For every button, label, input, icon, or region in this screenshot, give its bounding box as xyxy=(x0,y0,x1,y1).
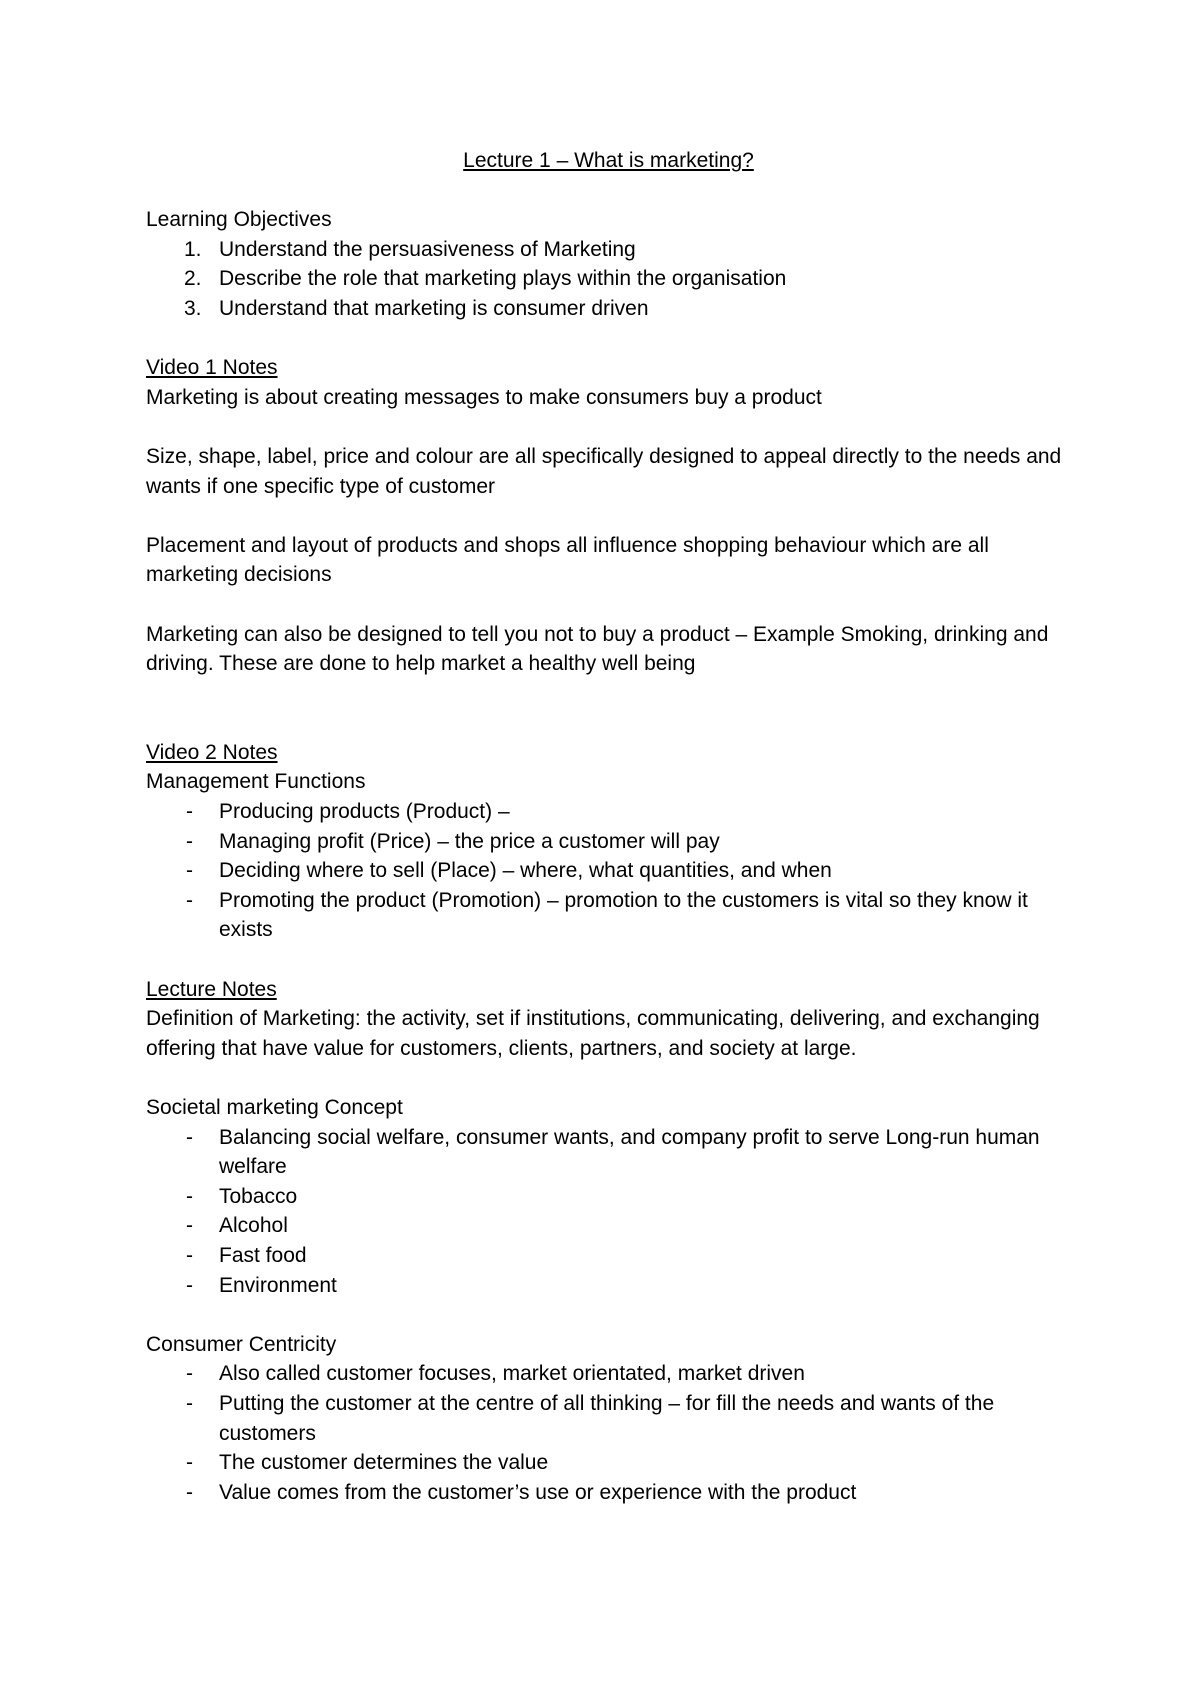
centricity-list xyxy=(146,1359,1071,1507)
list-item-text: Putting the customer at the centre of all thinking – for fill the needs and wants of the customers xyxy=(219,1391,995,1445)
list-item-text: Promoting the product (Promotion) – promotion to the customers is vital so they know it exists xyxy=(219,888,1028,942)
paragraph: Marketing is about creating messages to make consumers buy a product xyxy=(146,385,822,409)
dash-marker: - xyxy=(186,888,193,912)
dash-marker: - xyxy=(186,1184,193,1208)
dash-marker: - xyxy=(186,829,193,853)
page-title: Lecture 1 – What is marketing? xyxy=(463,149,754,172)
dash-marker: - xyxy=(186,1273,193,1297)
list-item-text: The customer determines the value xyxy=(219,1451,549,1475)
video2-heading: Video 2 Notes xyxy=(146,740,278,764)
list-item xyxy=(146,1211,1071,1241)
management-functions-list xyxy=(146,797,1071,945)
video1-heading: Video 1 Notes xyxy=(146,356,278,380)
list-item-text: Producing products (Product) – xyxy=(219,800,510,824)
paragraph: Placement and layout of products and shops all influence shopping behaviour which are all marketing decisions xyxy=(146,533,989,587)
societal-list xyxy=(146,1123,1071,1301)
list-item-text: Also called customer focuses, market orientated, market driven xyxy=(219,1362,805,1386)
list-item xyxy=(146,1241,1071,1271)
list-item xyxy=(146,1359,1071,1389)
learning-objectives-heading: Learning Objectives xyxy=(146,208,332,232)
spacer xyxy=(146,412,1071,442)
document-page xyxy=(146,146,1071,1507)
dash-marker: - xyxy=(186,859,193,883)
spacer xyxy=(146,324,1071,354)
list-item-text: Describe the role that marketing plays within the organisation xyxy=(219,267,787,291)
dash-marker: - xyxy=(186,1451,193,1475)
list-item xyxy=(146,264,1071,294)
list-item xyxy=(146,1271,1071,1301)
list-item xyxy=(146,1389,1071,1448)
spacer xyxy=(146,1300,1071,1330)
list-item xyxy=(146,797,1071,827)
spacer xyxy=(146,590,1071,620)
list-item xyxy=(146,1478,1071,1508)
list-item xyxy=(146,856,1071,886)
paragraph: Size, shape, label, price and colour are all specifically designed to appeal directly to the needs and wants if one specific type of customer xyxy=(146,444,1062,498)
list-item-text: Managing profit (Price) – the price a customer will pay xyxy=(219,829,720,853)
spacer xyxy=(146,176,1071,206)
list-item xyxy=(146,235,1071,265)
list-number: 1. xyxy=(184,237,202,261)
list-item xyxy=(146,886,1071,945)
list-item-text: Understand the persuasiveness of Marketing xyxy=(219,237,636,261)
learning-objectives-list xyxy=(146,235,1071,324)
list-item xyxy=(146,1123,1071,1182)
dash-marker: - xyxy=(186,1391,193,1415)
list-item xyxy=(146,1448,1071,1478)
definition-paragraph: Definition of Marketing: the activity, set if institutions, communicating, delivering, and exchanging offering that have value for customers, clients, partners, and society at large. xyxy=(146,1007,1040,1060)
paragraph: Marketing can also be designed to tell you not to buy a product – Example Smoking, drinking and driving. These are done to help market a healthy well being xyxy=(146,622,1049,676)
dash-marker: - xyxy=(186,1362,193,1386)
spacer xyxy=(146,679,1071,738)
list-number: 2. xyxy=(184,267,202,291)
list-item-text: Deciding where to sell (Place) – where, what quantities, and when xyxy=(219,859,832,883)
list-item-text: Value comes from the customer’s use or experience with the product xyxy=(219,1480,857,1504)
management-functions-heading: Management Functions xyxy=(146,770,366,794)
dash-marker: - xyxy=(186,800,193,824)
list-item-text: Fast food xyxy=(219,1243,307,1267)
list-item xyxy=(146,1182,1071,1212)
list-item-text: Alcohol xyxy=(219,1214,288,1238)
list-number: 3. xyxy=(184,296,202,320)
dash-marker: - xyxy=(186,1125,193,1149)
spacer xyxy=(146,945,1071,975)
list-item-text: Tobacco xyxy=(219,1184,298,1208)
dash-marker: - xyxy=(186,1480,193,1504)
dash-marker: - xyxy=(186,1243,193,1267)
list-item-text: Environment xyxy=(219,1273,337,1297)
centricity-heading: Consumer Centricity xyxy=(146,1332,337,1356)
lecture-notes-heading: Lecture Notes xyxy=(146,977,277,1001)
spacer xyxy=(146,1063,1071,1093)
list-item-text: Balancing social welfare, consumer wants, and company profit to serve Long-run human welfare xyxy=(219,1125,1040,1179)
societal-heading: Societal marketing Concept xyxy=(146,1096,403,1119)
spacer xyxy=(146,501,1071,531)
dash-marker: - xyxy=(186,1214,193,1238)
list-item xyxy=(146,294,1071,324)
list-item-text: Understand that marketing is consumer driven xyxy=(219,296,649,320)
list-item xyxy=(146,827,1071,857)
